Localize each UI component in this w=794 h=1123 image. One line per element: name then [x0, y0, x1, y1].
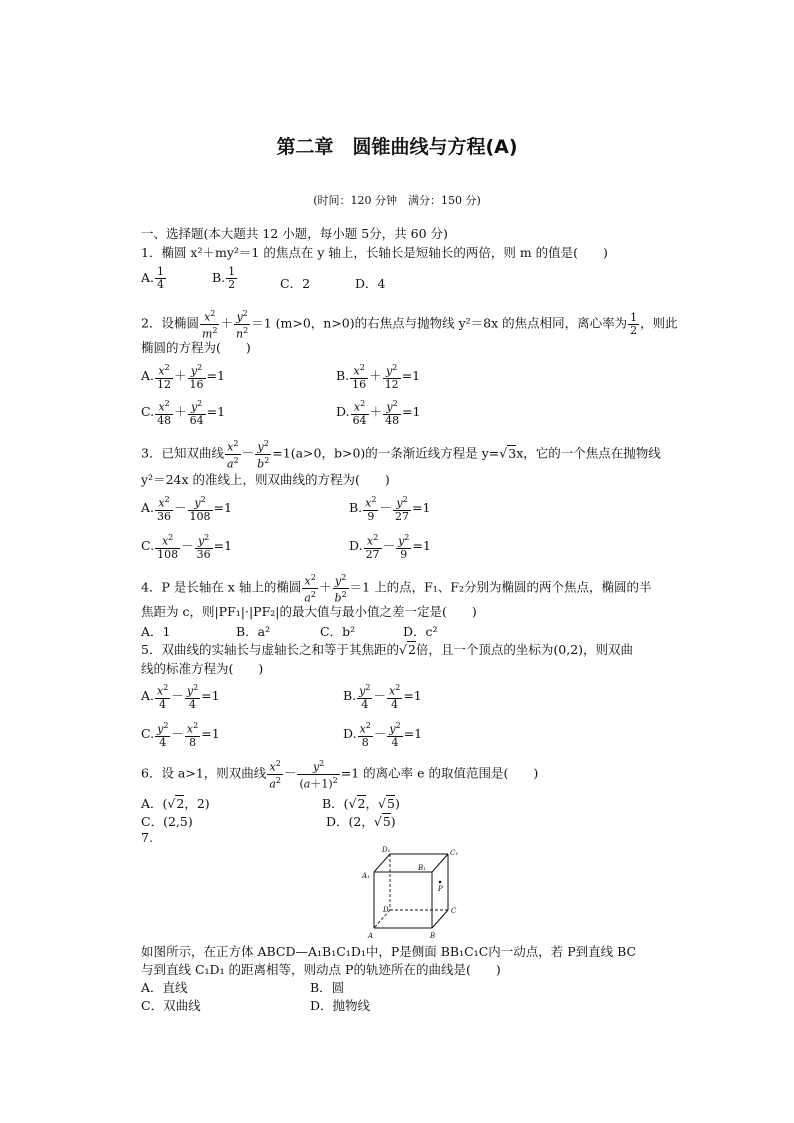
cube-figure	[360, 842, 464, 942]
question-5-stem: 5．双曲线的实轴长与虚轴长之和等于其焦距的√2倍，且一个顶点的坐标为(0,2)，则双曲	[141, 642, 634, 657]
question-2-stem: 2．设椭圆 $\frac{x^2}{m^2}$ ＋ $\frac{y^2}{n^2}$ ＝1 (m>0，n>0)的右焦点与抛物线 y²＝8x 的焦点相同，离心率为 $\frac{1}{2}$ ，则此	[141, 309, 678, 341]
q7-option-b: B．圆	[310, 980, 345, 995]
question-3-line2: y²＝24x 的准线上，则双曲线的方程为( )	[141, 472, 390, 487]
label-b1: B₁	[418, 864, 426, 872]
question-5-line2: 线的标准方程为( )	[141, 661, 264, 676]
question-7-line1: 如图所示，在正方体 ABCD—A₁B₁C₁D₁中，P是侧面 BB₁C₁C内一动点，若 P到直线 BC	[141, 944, 637, 959]
point-p	[439, 881, 442, 884]
section-heading: 一、选择题(本大题共 12 小题，每小题 5分，共 60 分)	[141, 226, 448, 241]
q2-option-a: A. $\frac{x^2}{12}$ ＋ $\frac{y^2}{16}$ =1	[141, 363, 225, 391]
q5-option-b: B. $\frac{y^2}{4}$ － $\frac{x^2}{4}$ =1	[343, 683, 422, 711]
question-7-number: 7.	[141, 830, 153, 845]
question-7-line2: 与到直线 C₁D₁ 的距离相等，则动点 P的轨迹所在的曲线是( )	[141, 962, 501, 977]
question-4-stem: 4．P 是长轴在 x 轴上的椭圆 $\frac{x^2}{a^2}$ ＋ $\frac{y^2}{b^2}$ ＝1 上的点，F₁、F₂分别为椭圆的两个焦点，椭圆的半	[141, 573, 652, 605]
q7-option-a: A．直线	[141, 980, 188, 995]
page-title: 第二章 圆锥曲线与方程(A)	[276, 136, 518, 158]
q2-option-d: D. $\frac{x^2}{64}$ ＋ $\frac{y^2}{48}$ =1	[336, 399, 421, 427]
label-c: C	[451, 907, 457, 915]
label-d1: D₁	[382, 846, 391, 854]
question-6-stem: 6．设 a>1，则双曲线 $\frac{x^2}{a^2}$ － $\frac{y^2}{(a+1)^2}$ =1 的离心率 e 的取值范围是( )	[141, 759, 539, 791]
q6-option-d: D．(2，√5)	[326, 814, 396, 829]
q7-option-c: C．双曲线	[141, 998, 201, 1013]
q7-option-d: D．抛物线	[310, 998, 371, 1013]
q1-option-d: D．4	[355, 276, 386, 291]
q6-option-c: C．(2,5)	[141, 814, 193, 829]
exam-info: (时间：120 分钟 满分：150 分)	[313, 194, 481, 207]
q3-option-c: C. $\frac{x^2}{108}$ － $\frac{y^2}{36}$ =1	[141, 533, 233, 561]
q5-option-d: D. $\frac{x^2}{8}$ － $\frac{y^2}{4}$ =1	[343, 721, 423, 749]
q4-option-b: B．a²	[236, 624, 271, 639]
q3-option-a: A. $\frac{x^2}{36}$ － $\frac{y^2}{108}$ =1	[141, 495, 232, 523]
label-c1: C₁	[450, 849, 459, 857]
label-b: B	[430, 932, 436, 940]
q3-option-b: B. $\frac{x^2}{9}$ － $\frac{y^2}{27}$ =1	[349, 495, 431, 523]
q3-option-d: D. $\frac{x^2}{27}$ － $\frac{y^2}{9}$ =1	[349, 533, 431, 561]
q2-option-c: C. $\frac{x^2}{48}$ ＋ $\frac{y^2}{64}$ =1	[141, 399, 226, 427]
label-p: P	[438, 885, 443, 893]
q1-option-c: C．2	[280, 276, 311, 291]
q1-option-a: A. $\frac{1}{4}$	[141, 265, 165, 291]
question-4-line2: 焦距为 c，则|PF₁|·|PF₂|的最大值与最小值之差一定是( )	[141, 604, 477, 619]
edge-c1b1	[432, 854, 448, 872]
question-1-stem: 1．椭圆 x²＋my²＝1 的焦点在 y 轴上，长轴长是短轴长的两倍，则 m 的值是( )	[141, 245, 608, 260]
label-a1: A₁	[362, 872, 370, 880]
q4-option-a: A．1	[141, 624, 171, 639]
label-d: D	[383, 906, 389, 914]
q6-option-b: B．(√2，√5)	[322, 796, 400, 811]
edge-a1d1	[374, 854, 390, 872]
q6-option-a: A．(√2，2)	[141, 796, 210, 811]
q5-option-c: C. $\frac{y^2}{4}$ － $\frac{x^2}{8}$ =1	[141, 721, 220, 749]
q1-option-b: B. $\frac{1}{2}$	[212, 265, 236, 291]
q2-option-b: B. $\frac{x^2}{16}$ ＋ $\frac{y^2}{12}$ =1	[336, 363, 421, 391]
q5-option-a: A. $\frac{x^2}{4}$ － $\frac{y^2}{4}$ =1	[141, 683, 220, 711]
q4-option-c: C．b²	[320, 624, 356, 639]
question-2-line2: 椭圆的方程为( )	[141, 340, 251, 355]
edge-cb	[432, 910, 448, 928]
question-3-stem: 3．已知双曲线 $\frac{x^2}{a^2}$ － $\frac{y^2}{b^2}$ =1(a>0，b>0)的一条渐近线方程是 y=√3x，它的一个焦点在抛物线	[141, 439, 661, 471]
q4-option-d: D．c²	[403, 624, 438, 639]
label-a: A	[368, 932, 374, 940]
